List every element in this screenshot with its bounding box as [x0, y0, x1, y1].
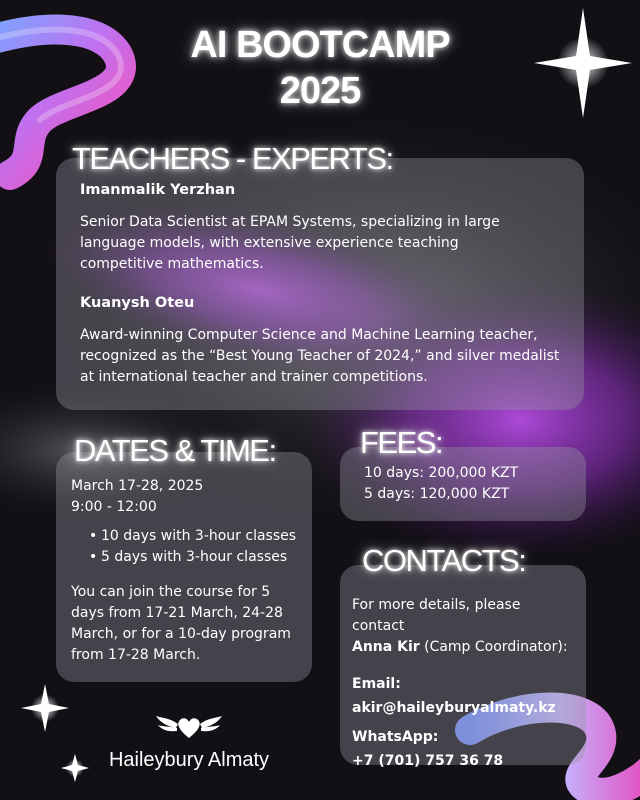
program-options	[71, 526, 298, 568]
teachers-card	[56, 158, 584, 410]
contact-intro: For more details, please contact	[352, 597, 521, 634]
date-range: March 17-28, 2025	[71, 478, 204, 494]
logo-text: Haileybury Almaty	[108, 749, 270, 771]
teacher-bio: Award-winning Computer Science and Machine Learning teacher, recognized as the “Best Young Teacher of 2024,” and silver medalist at international teacher and trainer competitions.	[80, 327, 560, 385]
title-line-1: AI BOOTCAMP	[190, 24, 450, 66]
email-link[interactable]: akir@haileyburyalmaty.kz	[352, 700, 556, 716]
whatsapp-label: WhatsApp:	[352, 729, 439, 745]
contact-role: (Camp Coordinator):	[419, 639, 568, 655]
email-label: Email:	[352, 676, 401, 692]
fee-item: 5 days: 120,000 KZT	[364, 486, 510, 502]
poster-title	[0, 22, 640, 114]
contacts-heading: CONTACTS:	[362, 543, 526, 578]
winged-heart-icon	[154, 712, 224, 742]
dates-card	[56, 452, 312, 682]
teacher-name: Kuanysh Oteu	[80, 295, 195, 311]
schedule-note: You can join the course for 5 days from 17-21 March, 24-28 March, or for a 10-day program from 17-28 March.	[71, 584, 291, 663]
haileybury-logo	[104, 712, 274, 772]
dates-heading: DATES & TIME:	[74, 433, 276, 468]
teacher-name: Imanmalik Yerzhan	[80, 182, 236, 198]
contact-name: Anna Kir	[352, 639, 420, 655]
teachers-heading: TEACHERS - EXPERTS:	[72, 141, 393, 176]
fees-heading: FEES:	[360, 425, 443, 460]
list-item: • 5 days with 3-hour classes	[71, 547, 298, 568]
contact-person	[352, 637, 576, 658]
list-item: • 10 days with 3-hour classes	[71, 526, 298, 547]
title-line-2: 2025	[279, 70, 361, 112]
class-time: 9:00 - 12:00	[71, 499, 157, 515]
teacher-bio: Senior Data Scientist at EPAM Systems, specializing in large language models, with extensive experience teaching competitive mathematics.	[80, 214, 500, 272]
fee-item: 10 days: 200,000 KZT	[364, 465, 519, 481]
whatsapp-number[interactable]: +7 (701) 757 36 78	[352, 753, 504, 769]
contacts-card	[340, 565, 586, 769]
